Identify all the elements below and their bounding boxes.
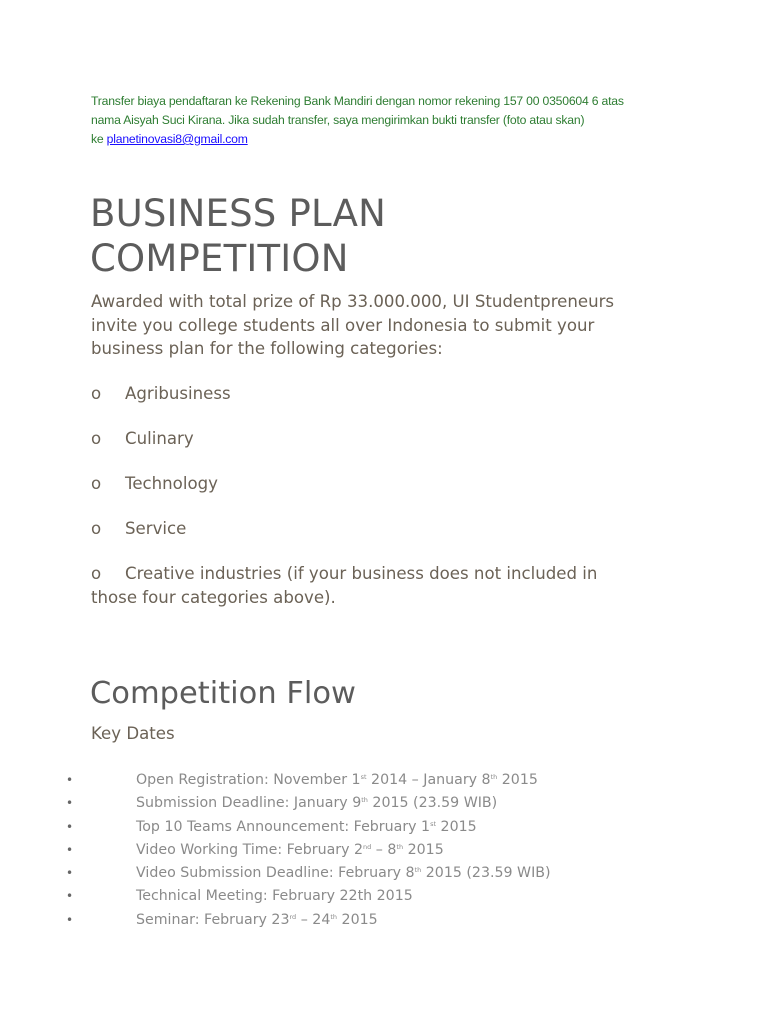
date-text-part: 2015 (23.59 WIB) (421, 865, 551, 882)
date-ordinal-suffix: th (396, 842, 404, 851)
date-ordinal-suffix: th (361, 796, 368, 805)
creative-line-1 (91, 562, 597, 586)
date-text-part: 2015 (23.59 WIB) (367, 795, 498, 812)
category-item (91, 427, 194, 451)
category-label: Technology (125, 474, 218, 493)
date-text-part: 2015 (436, 818, 477, 835)
bullet-icon: • (66, 912, 74, 927)
date-ordinal-suffix: th (414, 866, 422, 875)
category-marker: o (91, 429, 102, 448)
category-marker: o (91, 519, 102, 538)
date-text-part: Video Working Time: February 2 (136, 841, 364, 858)
date-text-part: 2014 – January 8 (366, 772, 491, 788)
category-item (91, 472, 218, 496)
bullet-icon: • (66, 866, 74, 881)
email-link[interactable]: planetinovasi8@gmail.com (106, 132, 248, 146)
bullet-icon: • (66, 796, 74, 811)
date-ordinal-suffix: th (490, 773, 498, 781)
bullet-icon: • (66, 889, 74, 904)
intro-line-1: Awarded with total prize of Rp 33.000.000, UI Studentpreneurs (91, 292, 615, 311)
date-text (136, 909, 378, 932)
category-item (91, 517, 186, 541)
date-ordinal-suffix: rd (289, 912, 297, 921)
date-text-part: Video Submission Deadline: February 8 (136, 865, 415, 882)
title-line-2: COMPETITION (90, 237, 349, 280)
date-ordinal-suffix: st (430, 819, 437, 828)
bullet-icon: • (66, 819, 74, 834)
notice-line-3-prefix: ke (91, 132, 107, 146)
date-text-part: Submission Deadline: January 9 (136, 795, 362, 812)
category-marker: o (91, 474, 102, 493)
intro-line-2: invite you college students all over Indonesia to submit your (91, 315, 595, 335)
date-text (136, 816, 477, 839)
category-label: Culinary (125, 429, 194, 448)
date-text-part: Top 10 Teams Announcement: February 1 (136, 818, 431, 835)
date-ordinal-suffix: st (360, 773, 367, 781)
page-title (90, 191, 386, 281)
date-text-part: – 24 (296, 911, 331, 928)
notice-line-3 (91, 130, 691, 149)
category-marker: o (91, 384, 102, 403)
transfer-notice (91, 92, 691, 149)
notice-line-1: Transfer biaya pendaftaran ke Rekening Bank Mandiri dengan nomor rekening 157 00 0350604 6 atas (91, 94, 624, 108)
notice-line-2: nama Aisyah Suci Kirana. Jika sudah transfer, saya mengirimkan bukti transfer (foto atau skan) (91, 113, 585, 127)
category-marker: o (91, 564, 102, 583)
date-text (136, 792, 497, 815)
date-text-part: 2015 (337, 911, 378, 928)
category-item (91, 382, 231, 406)
category-label: Agribusiness (125, 384, 231, 403)
date-ordinal-suffix: nd (363, 842, 372, 851)
intro-paragraph (91, 290, 711, 361)
creative-line-2: those four categories above). (91, 587, 336, 607)
date-text-part: Seminar: February 23 (136, 911, 290, 928)
date-text (136, 769, 538, 792)
date-text-part: Open Registration: November 1 (136, 772, 361, 788)
category-item-creative (91, 562, 597, 609)
date-text-part: 2015 (403, 841, 444, 858)
date-text (136, 862, 551, 885)
bullet-icon: • (66, 773, 74, 787)
category-label: Service (125, 519, 187, 538)
date-ordinal-suffix: th (330, 912, 338, 921)
key-dates-heading: Key Dates (91, 724, 175, 743)
intro-line-3: business plan for the following categories: (91, 339, 443, 358)
competition-flow-heading: Competition Flow (90, 676, 356, 711)
bullet-icon: • (66, 842, 74, 857)
title-line-1: BUSINESS PLAN (90, 192, 387, 235)
date-text-part: – 8 (371, 841, 397, 858)
date-text (136, 839, 444, 862)
date-text-part: 2015 (497, 772, 538, 788)
creative-label-1: Creative industries (if your business does not included in (125, 564, 598, 583)
date-text (136, 885, 413, 908)
date-text-part: Technical Meeting: February 22th 2015 (136, 888, 413, 905)
